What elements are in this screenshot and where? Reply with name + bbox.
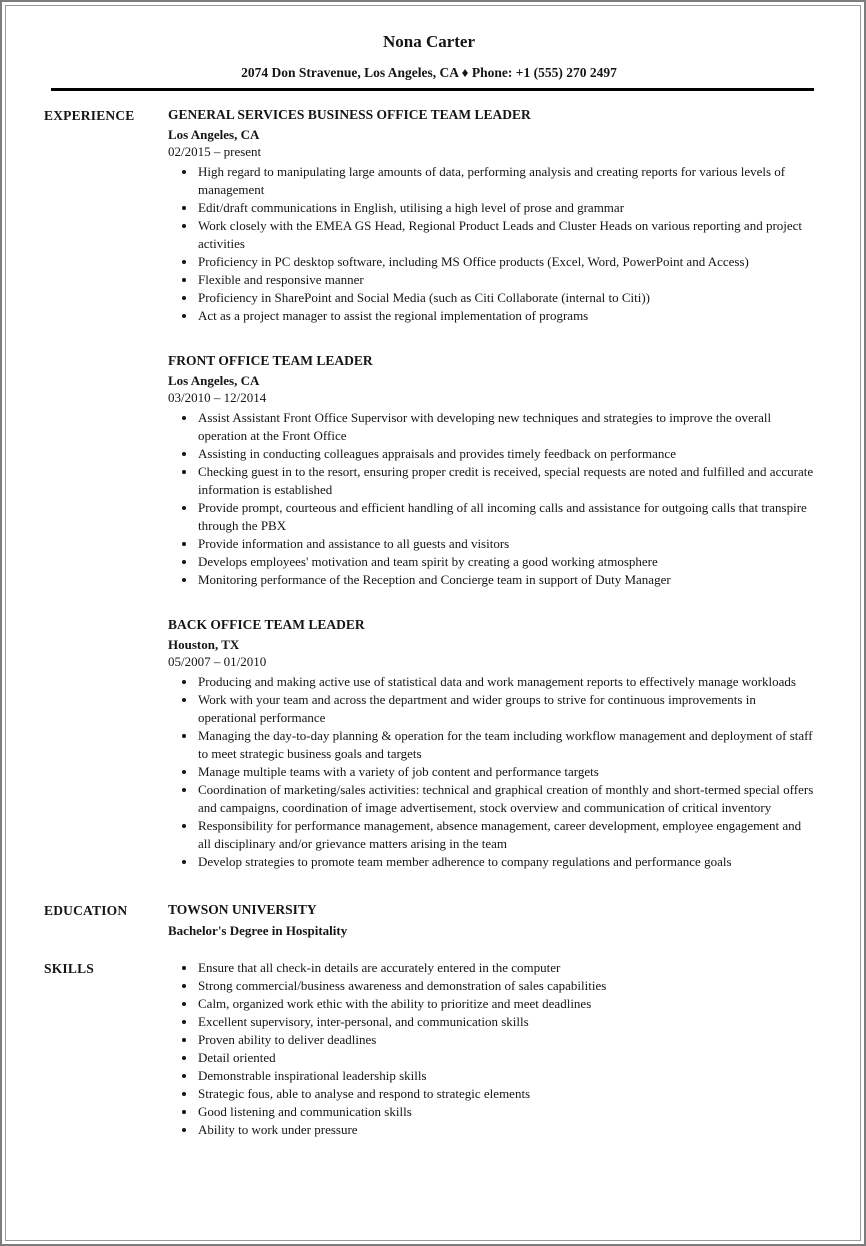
page-inner-border — [5, 5, 861, 1241]
job-bullet: • Flexible and responsive manner — [197, 271, 814, 289]
section-label-experience: EXPERIENCE — [44, 108, 135, 123]
resume-name: Nona Carter — [382, 32, 476, 51]
job-title: GENERAL SERVICES BUSINESS OFFICE TEAM LEADER — [168, 107, 531, 122]
job-bullet: • Provide information and assistance to all guests and visitors — [197, 535, 814, 553]
job-bullet: • High regard to manipulating large amounts of data, performing analysis and creating reports for various levels of management — [197, 163, 814, 199]
job-location: Houston, TX — [168, 637, 240, 652]
job-bullet-list — [168, 409, 814, 589]
job-bullet: • Work closely with the EMEA GS Head, Regional Product Leads and Cluster Heads on various reporting and project activities — [197, 217, 814, 253]
job-bullet: • Monitoring performance of the Reception and Concierge team in support of Duty Manager — [197, 571, 814, 589]
skill-bullet: • Excellent supervisory, inter-personal, and communication skills — [197, 1013, 814, 1031]
experience-section — [44, 106, 814, 871]
job-bullet: • Responsibility for performance management, absence management, career development, employee engagement and all disciplinary and/or grievance matters arising in the team — [197, 817, 814, 853]
job-bullet: • Edit/draft communications in English, utilising a high level of prose and grammar — [197, 199, 814, 217]
job-bullet: • Managing the day-to-day planning & operation for the team including workflow management and deployment of staff to meet strategic business goals and targets — [197, 727, 814, 763]
job-bullet: • Proficiency in PC desktop software, including MS Office products (Excel, Word, PowerPoint and Access) — [197, 253, 814, 271]
job-bullet: • Work with your team and across the department and wider groups to strive for continuous improvements in operational performance — [197, 691, 814, 727]
job-bullet-list — [168, 163, 814, 325]
header-divider — [51, 88, 814, 91]
experience-content — [168, 106, 814, 871]
job-entry-3 — [168, 616, 814, 871]
skill-bullet: • Detail oriented — [197, 1049, 814, 1067]
job-bullet: • Assisting in conducting colleagues appraisals and provides timely feedback on performance — [197, 445, 814, 463]
job-location: Los Angeles, CA — [168, 373, 260, 388]
skills-section — [44, 959, 814, 1139]
job-bullet: • Develops employees' motivation and team spirit by creating a good working atmosphere — [197, 553, 814, 571]
job-bullet: • Coordination of marketing/sales activities: technical and graphical creation of monthly and short-termed special offers and campaigns, coordination of image advertisement, stock overview and communication of critical inventory — [197, 781, 814, 817]
job-bullet: • Checking guest in to the resort, ensuring proper credit is received, special requests are noted and fulfilled and accurate information is established — [197, 463, 814, 499]
section-label-skills: SKILLS — [44, 961, 94, 976]
job-bullet-list — [168, 673, 814, 871]
skill-bullet: • Demonstrable inspirational leadership skills — [197, 1067, 814, 1085]
education-section — [44, 901, 814, 939]
job-bullet: • Act as a project manager to assist the regional implementation of programs — [197, 307, 814, 325]
resume-document — [6, 6, 860, 1139]
section-label-education: EDUCATION — [44, 903, 128, 918]
job-bullet: • Provide prompt, courteous and efficient handling of all incoming calls and assistance for outgoing calls that transpire through the PBX — [197, 499, 814, 535]
skill-bullet: • Ability to work under pressure — [197, 1121, 814, 1139]
job-location: Los Angeles, CA — [168, 127, 260, 142]
skills-content — [168, 959, 814, 1139]
job-bullet: • Producing and making active use of statistical data and work management reports to effectively manage workloads — [197, 673, 814, 691]
skill-bullet: • Ensure that all check-in details are accurately entered in the computer — [197, 959, 814, 977]
job-entry-1 — [168, 106, 814, 325]
skill-bullet: • Proven ability to deliver deadlines — [197, 1031, 814, 1049]
education-content — [168, 901, 814, 939]
contact-line: 2074 Don Stravenue, Los Angeles, CA ♦ Phone: +1 (555) 270 2497 — [241, 65, 617, 80]
skill-bullet: • Calm, organized work ethic with the ability to prioritize and meet deadlines — [197, 995, 814, 1013]
job-dates: 05/2007 – 01/2010 — [168, 654, 267, 669]
skills-bullet-list — [168, 959, 814, 1139]
degree-name: Bachelor's Degree in Hospitality — [168, 923, 348, 938]
skill-bullet: • Strong commercial/business awareness and demonstration of sales capabilities — [197, 977, 814, 995]
job-bullet: • Proficiency in SharePoint and Social Media (such as Citi Collaborate (internal to Citi)) — [197, 289, 814, 307]
job-dates: 03/2010 – 12/2014 — [168, 390, 267, 405]
skill-bullet: • Good listening and communication skills — [197, 1103, 814, 1121]
job-bullet: • Develop strategies to promote team member adherence to company regulations and performance goals — [197, 853, 814, 871]
job-entry-2 — [168, 352, 814, 589]
job-bullet: • Manage multiple teams with a variety of job content and performance targets — [197, 763, 814, 781]
job-dates: 02/2015 – present — [168, 144, 262, 159]
job-title: FRONT OFFICE TEAM LEADER — [168, 353, 373, 368]
job-title: BACK OFFICE TEAM LEADER — [168, 617, 365, 632]
school-name: TOWSON UNIVERSITY — [168, 902, 317, 917]
job-bullet: • Assist Assistant Front Office Supervisor with developing new techniques and strategies to improve the overall operation at the Front Office — [197, 409, 814, 445]
skill-bullet: • Strategic fous, able to analyse and respond to strategic elements — [197, 1085, 814, 1103]
